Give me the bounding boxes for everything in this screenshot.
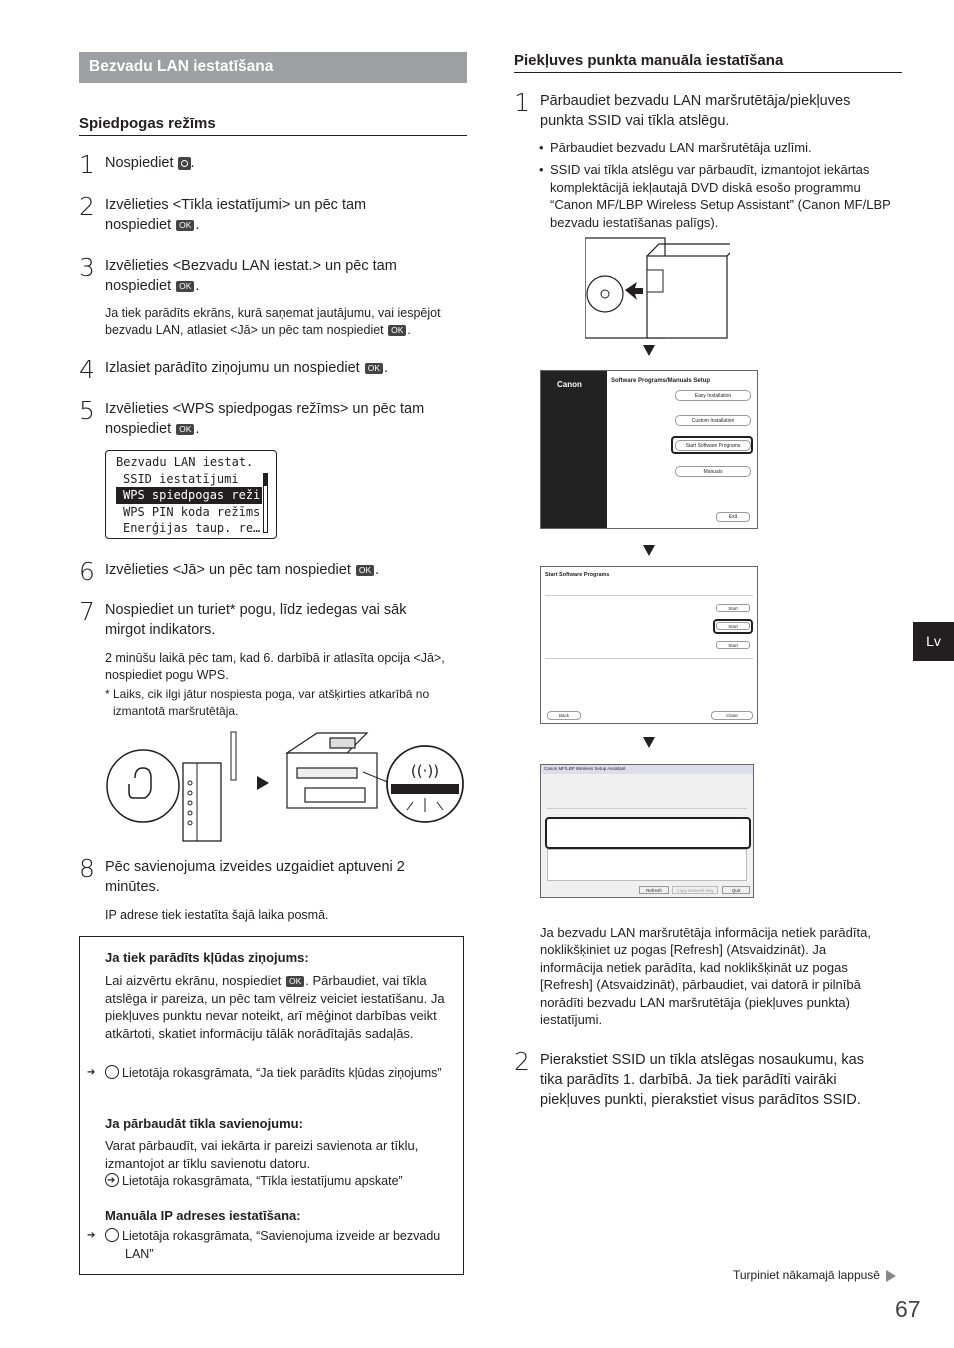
box-para-check: Varat pārbaudīt, vai iekārta ir pareizi savienota ar tīklu, izmantojot ar tīklu savienotu datoru. <box>105 1138 419 1171</box>
exit-button[interactable]: Exit <box>716 512 750 522</box>
step-text: Izvēlieties <WPS spiedpogas režīms> un pēc tam nospiediet <box>105 401 425 437</box>
reference-arrow-icon <box>105 1065 119 1079</box>
para-text: Lai aizvērtu ekrānu, nospiediet <box>105 973 285 988</box>
start-button[interactable]: Start <box>716 604 750 612</box>
step-7-note: 2 minūšu laikā pēc tam, kad 6. darbībā ir atlasīta opcija <Jā>, nospiediet pogu WPS. <box>105 651 445 682</box>
step-text-end: . <box>190 155 195 171</box>
step-8 <box>79 854 459 897</box>
printer-shape <box>287 733 377 808</box>
step-number: 1 <box>79 150 95 179</box>
step-2 <box>79 192 459 235</box>
box-heading-check: Ja pārbaudāt tīkla savienojumu: <box>105 1116 303 1131</box>
lcd-scrollbar <box>263 473 268 533</box>
box-heading-ip: Manuāla IP adreses iestatīšana: <box>105 1208 301 1223</box>
ref-text: Lietotāja rokasgrāmata, “Ja tiek parādīts kļūdas ziņojums” <box>122 1066 442 1080</box>
step-number: 2 <box>79 192 95 221</box>
ok-key-icon: OK <box>176 220 194 231</box>
note-text-end: . <box>407 323 411 337</box>
step-number: 7 <box>79 597 95 626</box>
canon-side-panel <box>541 371 607 528</box>
step-number: 1 <box>514 88 530 117</box>
ref-text: Lietotāja rokasgrāmata, “Tīkla iestatījumu apskate” <box>122 1174 403 1188</box>
step-text: Izvēlieties <Jā> un pēc tam nospiediet <box>105 562 355 578</box>
bullet-item: • SSID vai tīkla atslēgu var pārbaudīt, izmantojot iekārtas komplektācijā iekļautajā DVD diskā esošo programmu “Canon MF/LBP Wireless Setup Assistant” (Canon MF/LBP bezvadu iestatīšanas palīgs). <box>550 161 900 231</box>
access-point-list <box>547 849 747 881</box>
lcd-item: Enerģijas taup. re… <box>123 521 261 536</box>
wps-illustration <box>105 728 465 843</box>
pc-dvd-illustration <box>585 236 730 341</box>
pc-tower-shape <box>647 256 727 338</box>
section-banner: Bezvadu LAN iestatīšana <box>79 52 467 83</box>
close-button[interactable]: Close <box>711 711 753 720</box>
manuals-button[interactable]: Manuals <box>675 466 751 477</box>
language-tab: Lv <box>913 622 954 661</box>
box-ref-error <box>105 1065 450 1083</box>
step-text: Nospiediet <box>105 155 178 171</box>
box-ref-ip <box>105 1228 450 1263</box>
box-para-error <box>105 972 450 1042</box>
down-arrow-icon <box>643 345 655 356</box>
down-arrow-icon <box>643 737 655 748</box>
step-number: 4 <box>79 355 95 384</box>
ok-key-icon: OK <box>176 281 194 292</box>
highlight-frame <box>545 817 751 849</box>
subheading-push-button: Spiedpogas režīms <box>79 115 467 136</box>
back-button[interactable]: Back <box>547 711 581 720</box>
lcd-screen <box>105 450 277 539</box>
step-text: Izvēlieties <Bezvadu LAN iestat.> un pēc tam nospiediet <box>105 258 397 294</box>
continue-text: Turpiniet nākamajā lappusē <box>733 1268 880 1282</box>
screenshot-canon-setup <box>540 370 758 529</box>
ok-key-icon: OK <box>388 325 406 336</box>
start-software-programs-button[interactable]: Start Software Programs <box>675 440 751 451</box>
arrow-right-icon <box>257 776 269 790</box>
step-text-end: . <box>195 217 200 233</box>
easy-installation-button[interactable]: Easy Installation <box>675 390 751 401</box>
lcd-item: WPS PIN koda režīms <box>123 504 261 519</box>
ref-text: Lietotāja rokasgrāmata, “Savienojuma izveide ar bezvadu LAN” <box>122 1229 441 1261</box>
subheading-manual-setup: Piekļuves punkta manuāla iestatīšana <box>514 52 902 73</box>
shot2-title: Start Software Programs <box>545 572 610 578</box>
step-5 <box>79 396 459 439</box>
start-button[interactable]: Start <box>716 641 750 649</box>
home-icon <box>178 157 191 170</box>
step-8-note: IP adrese tiek iestatīta šajā laika posmā. <box>105 908 329 922</box>
right-step-2 <box>514 1047 894 1110</box>
step-text-end: . <box>195 278 200 294</box>
step-number: 3 <box>79 253 95 282</box>
down-arrow-icon <box>643 545 655 556</box>
step-text: Nospiediet un turiet* pogu, līdz iedegas vai sāk mirgot indikators. <box>105 602 407 638</box>
refresh-button[interactable]: Refresh <box>639 886 669 894</box>
canon-logo: Canon <box>557 380 582 389</box>
router-antenna <box>231 732 236 780</box>
screenshot-wireless-assistant <box>540 764 754 898</box>
step-number: 2 <box>514 1047 530 1076</box>
box-heading-error: Ja tiek parādīts kļūdas ziņojums: <box>105 950 309 965</box>
step-4 <box>79 355 459 384</box>
lcd-title: Bezvadu LAN iestat. <box>116 455 254 469</box>
step-text: Pierakstiet SSID un tīkla atslēgas nosaukumu, kas tika parādīts 1. darbībā. Ja tiek parādīti vairāki piekļuves punkti, pierakstiet visus parādītos SSID. <box>540 1052 864 1108</box>
step-number: 8 <box>79 854 95 883</box>
step-text: Pārbaudiet bezvadu LAN maršrutētāja/piekļuves punkta SSID vai tīkla atslēgu. <box>540 93 851 129</box>
bullet-item: • Pārbaudiet bezvadu LAN maršrutētāja uzlīmi. <box>550 139 895 157</box>
step-number: 6 <box>79 557 95 586</box>
step-3 <box>79 253 459 296</box>
quit-button[interactable]: Quit <box>722 886 750 894</box>
continue-note <box>733 1268 896 1282</box>
indicator-bar <box>391 784 459 794</box>
shot1-title: Software Programs/Manuals Setup <box>611 378 711 384</box>
screenshot-start-software <box>540 566 758 724</box>
step-number: 5 <box>79 396 95 425</box>
step-text: Izvēlieties <Tīkla iestatījumi> un pēc tam nospiediet <box>105 197 367 233</box>
start-button-wireless[interactable]: Start <box>716 622 750 630</box>
step-7 <box>79 597 459 640</box>
finger-press-circle <box>107 750 179 822</box>
step-3-note <box>105 305 465 339</box>
step-text-end: . <box>384 360 389 376</box>
right-step-1 <box>514 88 894 131</box>
step-7-footnote: * Laiks, cik ilgi jātur nospiesta poga, var atšķirties atkarībā no izmantotā maršrutētāja. <box>105 687 430 718</box>
step-6 <box>79 557 459 586</box>
shot3-title: Canon MF/LBP Wireless Setup Assistant <box>544 766 626 771</box>
step-text-end: . <box>375 562 380 578</box>
info-box <box>79 936 464 1275</box>
box-ref-check <box>105 1173 450 1191</box>
note-text: Ja tiek parādīts ekrāns, kurā saņemat jautājumu, vai iespējot bezvadu LAN, atlasiet <Jā> un pēc tam nospiediet <box>105 306 441 337</box>
ok-key-icon: OK <box>176 424 194 435</box>
copy-network-key-button[interactable]: Copy Network Key <box>672 886 718 894</box>
ok-key-icon: OK <box>356 565 374 576</box>
ok-key-icon: OK <box>365 363 383 374</box>
page-number: 67 <box>895 1296 921 1322</box>
lcd-item: SSID iestatījumi <box>123 471 239 486</box>
wifi-icon: ((·)) <box>410 762 440 780</box>
custom-installation-button[interactable]: Custom Installation <box>675 415 751 426</box>
refresh-note: Ja bezvadu LAN maršrutētāja informācija netiek parādīta, noklikšķiniet uz pogas [Refresh] (Atsvaidzināt). Ja informācija netiek parādīta, kad noklikšķināt uz pogas [Refresh] (Atsvaidzināt), pārbaudiet, vai datorā ir pilnībā norādīti bezvadu LAN maršrutētāja (piekļuves punkta) iestatījumi. <box>540 925 871 1028</box>
reference-arrow-icon <box>105 1173 119 1187</box>
para-text-end: . Pārbaudiet, vai tīkla atslēga ir pareiza, un pēc tam vēlreiz veiciet iestatīšanu. Ja piekļuves punktu nevar noteikt, arī mēģinot darbības veikt atkārtoti, skatiet informāciju tālāk norādītajās sadaļās. <box>105 973 445 1041</box>
step-text: Izlasiet parādīto ziņojumu un nospiediet <box>105 360 364 376</box>
ok-key-icon: OK <box>286 976 304 987</box>
step-text: Pēc savienojuma izveides uzgaidiet aptuveni 2 minūtes. <box>105 859 405 895</box>
lcd-item-selected: WPS spiedpogas reži <box>116 487 262 504</box>
step-text-end: . <box>195 421 200 437</box>
step-1 <box>79 150 459 179</box>
continue-arrow-icon <box>886 1270 896 1282</box>
dvd-disc-icon <box>587 276 623 312</box>
reference-arrow-icon <box>105 1228 119 1242</box>
